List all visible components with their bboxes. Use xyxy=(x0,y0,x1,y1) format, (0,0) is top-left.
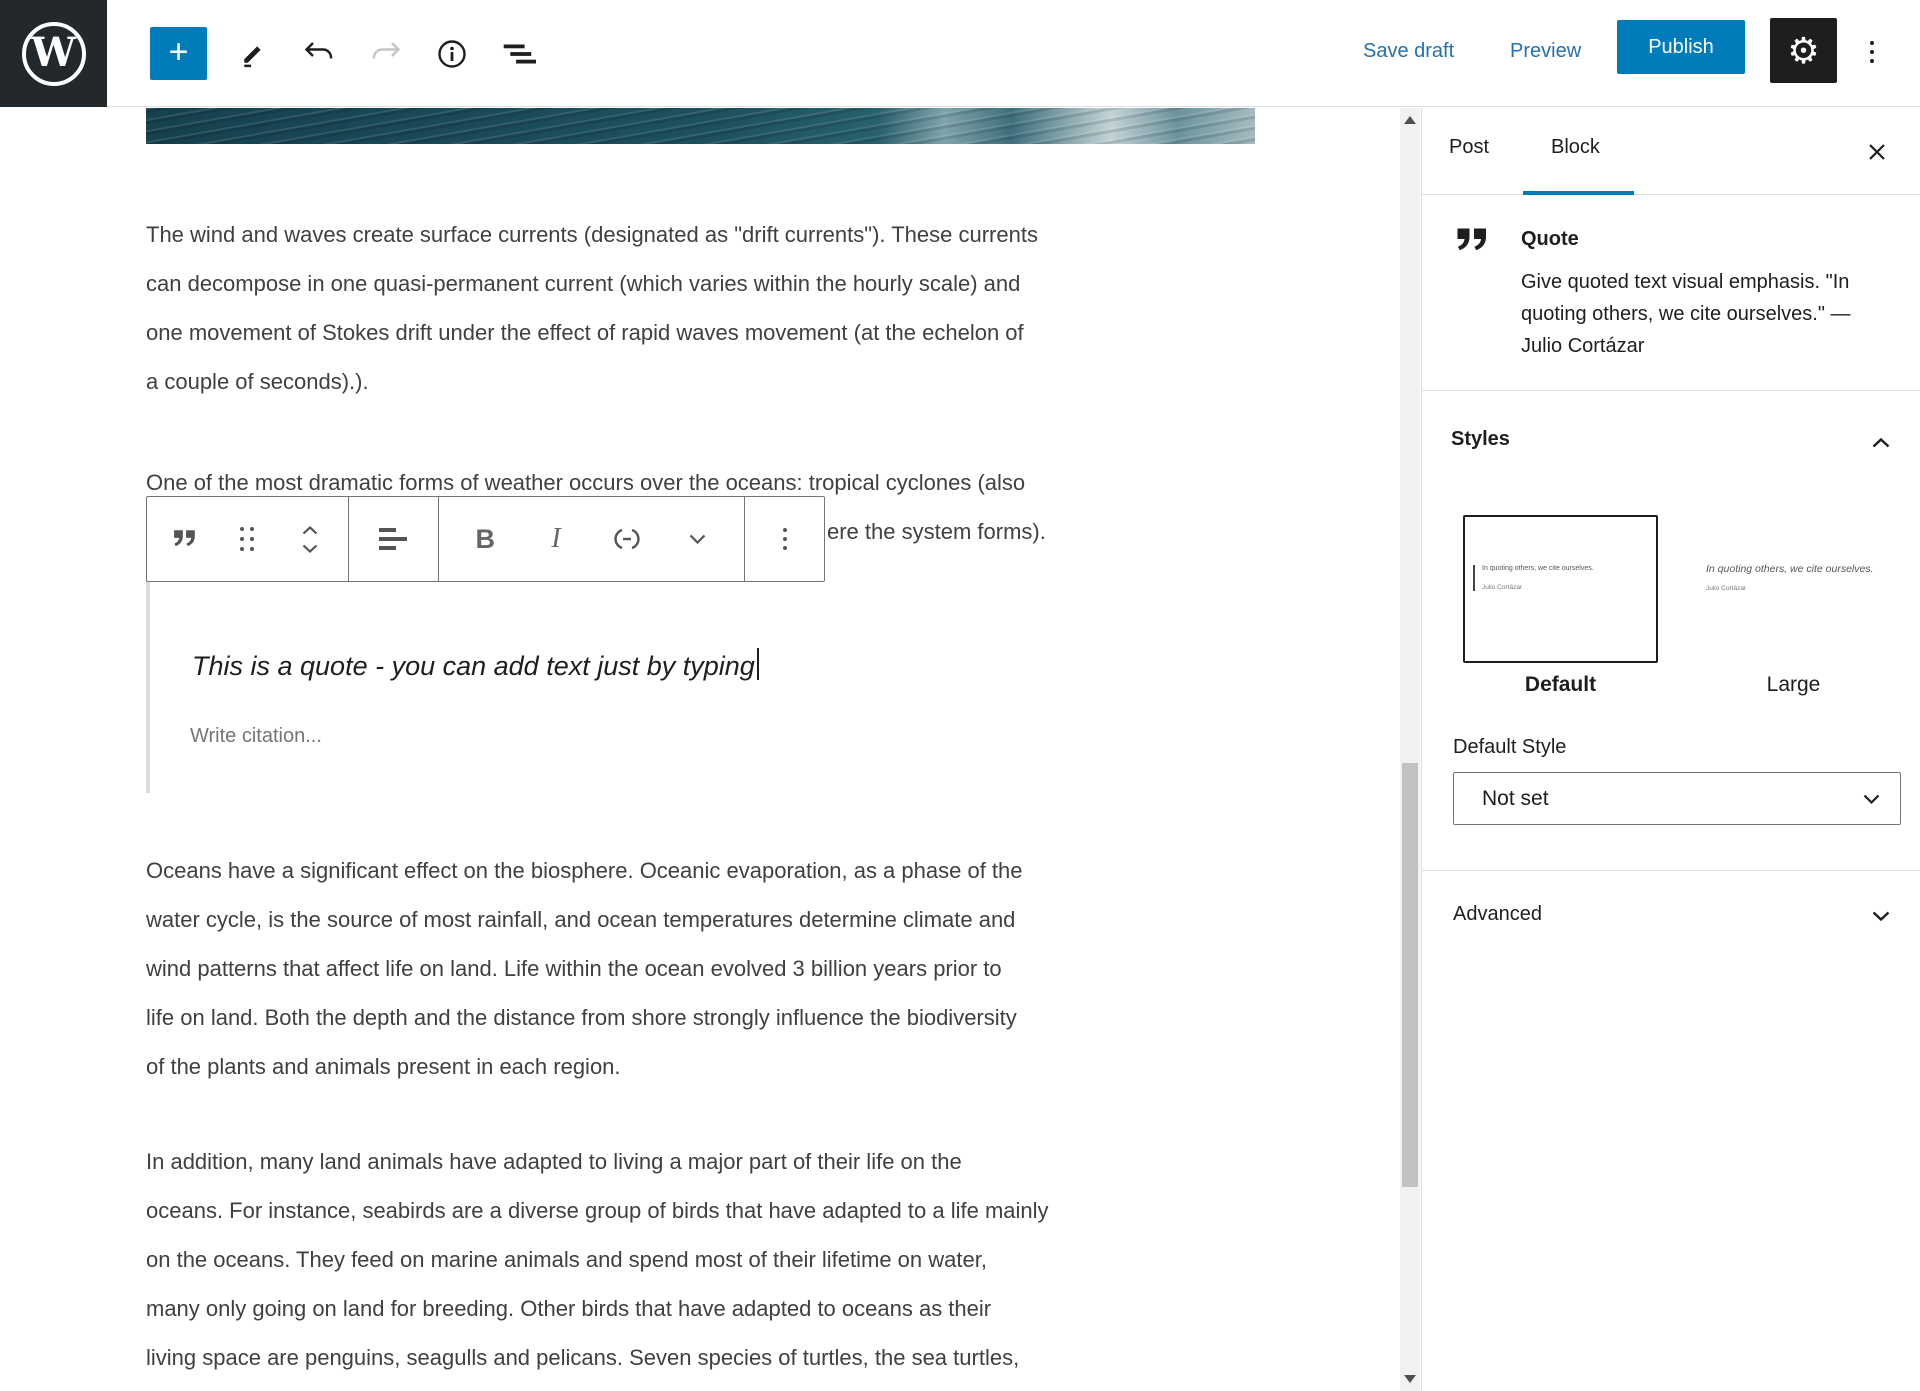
paragraph-block-land-animals[interactable] xyxy=(146,1137,1049,1382)
text-line: many only going on land for breeding. Other birds that have adapted to oceans as their xyxy=(146,1296,992,1321)
drag-icon xyxy=(240,527,254,551)
kebab-menu-icon xyxy=(1870,41,1874,63)
italic-icon: I xyxy=(551,523,561,554)
close-sidebar-button[interactable] xyxy=(1859,134,1895,170)
settings-button[interactable] xyxy=(1770,18,1837,83)
quote-block-left-border xyxy=(146,575,150,793)
pencil-icon xyxy=(238,39,268,69)
drag-handle[interactable] xyxy=(223,509,271,569)
sidebar-divider xyxy=(1422,390,1920,391)
default-style-select[interactable] xyxy=(1453,772,1901,825)
style-preview-default: In quoting others, we cite ourselves. Julio Cortázar xyxy=(1473,565,1594,591)
ocean-image-block[interactable] xyxy=(146,108,1255,144)
text-line: The wind and waves create surface currents (designated as "drift currents"). These currents xyxy=(146,222,1038,247)
text-line: living space are penguins, seagulls and pelicans. Seven species of turtles, the sea turtles, xyxy=(146,1345,1020,1370)
sidebar-tabs xyxy=(1422,108,1920,195)
wordpress-logo-button[interactable] xyxy=(0,0,107,107)
gear-icon: ⚙ xyxy=(1787,29,1820,71)
block-card-title: Quote xyxy=(1521,228,1579,250)
quote-icon xyxy=(173,530,197,548)
advanced-panel-toggle[interactable]: Advanced xyxy=(1453,903,1542,925)
text-cursor xyxy=(757,648,759,680)
text-line: life on land. Both the depth and the distance from shore strongly influence the biodiversity xyxy=(146,1005,1017,1030)
default-style-value: Not set xyxy=(1482,786,1549,810)
quote-block-icon xyxy=(1456,228,1489,258)
move-up-down-button[interactable] xyxy=(286,509,334,569)
block-toolbar-group-format xyxy=(439,497,745,581)
redo-button[interactable] xyxy=(367,35,405,73)
chevron-up-icon xyxy=(302,526,318,535)
undo-icon xyxy=(303,41,335,67)
block-options-button[interactable] xyxy=(761,509,809,569)
block-inserter-button[interactable]: + xyxy=(150,27,207,80)
quote-citation-input[interactable]: Write citation... xyxy=(190,725,322,747)
text-line: In addition, many land animals have adapted to living a major part of their life on the xyxy=(146,1149,962,1174)
preview-link[interactable]: Preview xyxy=(1510,40,1582,62)
scroll-up-arrow[interactable] xyxy=(1404,116,1416,124)
block-toolbar-group-align xyxy=(349,497,438,581)
italic-button[interactable] xyxy=(532,509,580,569)
list-view-icon xyxy=(498,38,536,70)
style-preview-large: In quoting others, we cite ourselves. xyxy=(1706,563,1874,575)
quote-block-text[interactable]: This is a quote - you can add text just by typing xyxy=(192,648,759,682)
link-button[interactable] xyxy=(603,509,651,569)
style-label-default[interactable]: Default xyxy=(1524,673,1597,696)
text-line: wind patterns that affect life on land. Life within the ocean evolved 3 billion years prior to xyxy=(146,956,1002,981)
scroll-down-arrow[interactable] xyxy=(1404,1375,1416,1383)
style-option-large[interactable]: In quoting others, we cite ourselves. Julio Cortázar xyxy=(1696,515,1891,663)
text-line: on the oceans. They feed on marine animals and spend most of their lifetime on water, xyxy=(146,1247,987,1272)
kebab-menu-icon xyxy=(783,528,787,550)
text-line: one movement of Stokes drift under the effect of rapid waves movement (at the echelon of xyxy=(146,320,1024,345)
paragraph-block-currents[interactable] xyxy=(146,210,1038,406)
text-line: Oceans have a significant effect on the biosphere. Oceanic evaporation, as a phase of the xyxy=(146,858,1023,883)
publish-button[interactable]: Publish xyxy=(1617,20,1745,74)
text-line: oceans. For instance, seabirds are a diverse group of birds that have adapted to a life mainly xyxy=(146,1198,1049,1223)
text-line: water cycle, is the source of most rainfall, and ocean temperatures determine climate and xyxy=(146,907,1016,932)
sidebar-divider xyxy=(1422,870,1920,871)
block-card-description: Give quoted text visual emphasis. "In quoting others, we cite ourselves." — Julio Cortázar xyxy=(1521,271,1851,357)
quote-block-type-button[interactable] xyxy=(161,509,209,569)
tab-post[interactable]: Post xyxy=(1449,136,1490,158)
text-line: of the plants and animals present in each region. xyxy=(146,1054,621,1079)
paragraph-block-cyclones-line1[interactable]: One of the most dramatic forms of weather occurs over the oceans: tropical cyclones (also xyxy=(146,470,1026,495)
wordpress-logo-icon: W xyxy=(22,22,86,86)
top-bar xyxy=(0,0,1920,107)
bold-icon: B xyxy=(475,523,496,554)
style-label-large[interactable]: Large xyxy=(1766,673,1821,696)
bold-button[interactable] xyxy=(461,509,509,569)
align-button[interactable] xyxy=(369,509,417,569)
info-icon xyxy=(437,39,467,69)
scrollbar-thumb[interactable] xyxy=(1402,763,1418,1187)
settings-sidebar xyxy=(1421,108,1920,1391)
chevron-down-icon xyxy=(1872,911,1890,921)
chevron-down-icon xyxy=(1863,794,1880,804)
close-icon xyxy=(1867,142,1887,162)
text-line: a couple of seconds).). xyxy=(146,369,369,394)
save-draft-link[interactable]: Save draft xyxy=(1363,40,1455,62)
style-option-default[interactable] xyxy=(1463,515,1658,663)
paragraph-block-cyclones-line2[interactable]: ere the system forms). xyxy=(827,519,1046,544)
undo-button[interactable] xyxy=(300,35,338,73)
options-menu-button[interactable] xyxy=(1853,33,1891,71)
tab-block[interactable]: Block xyxy=(1551,136,1600,158)
align-icon xyxy=(379,523,407,555)
advanced-expand-button[interactable] xyxy=(1863,901,1899,931)
editor-scrollbar[interactable] xyxy=(1400,108,1420,1391)
block-toolbar xyxy=(146,496,825,582)
default-style-label: Default Style xyxy=(1453,736,1567,758)
block-toolbar-group-options xyxy=(745,497,824,581)
details-button[interactable] xyxy=(433,35,471,73)
link-icon xyxy=(610,526,644,552)
block-toolbar-group-block xyxy=(147,497,348,581)
styles-collapse-button[interactable] xyxy=(1863,428,1899,458)
active-tab-underline xyxy=(1523,191,1634,195)
more-formats-button[interactable] xyxy=(673,509,721,569)
redo-icon xyxy=(370,41,402,67)
chevron-down-icon xyxy=(302,544,318,553)
chevron-down-icon xyxy=(689,534,706,544)
paragraph-block-biosphere[interactable] xyxy=(146,846,1023,1091)
styles-panel-title[interactable]: Styles xyxy=(1451,428,1510,450)
chevron-up-icon xyxy=(1872,438,1890,448)
list-view-button[interactable] xyxy=(498,35,536,73)
tools-button[interactable] xyxy=(234,35,272,73)
text-line: can decompose in one quasi-permanent current (which varies within the hourly scale) and xyxy=(146,271,1021,296)
